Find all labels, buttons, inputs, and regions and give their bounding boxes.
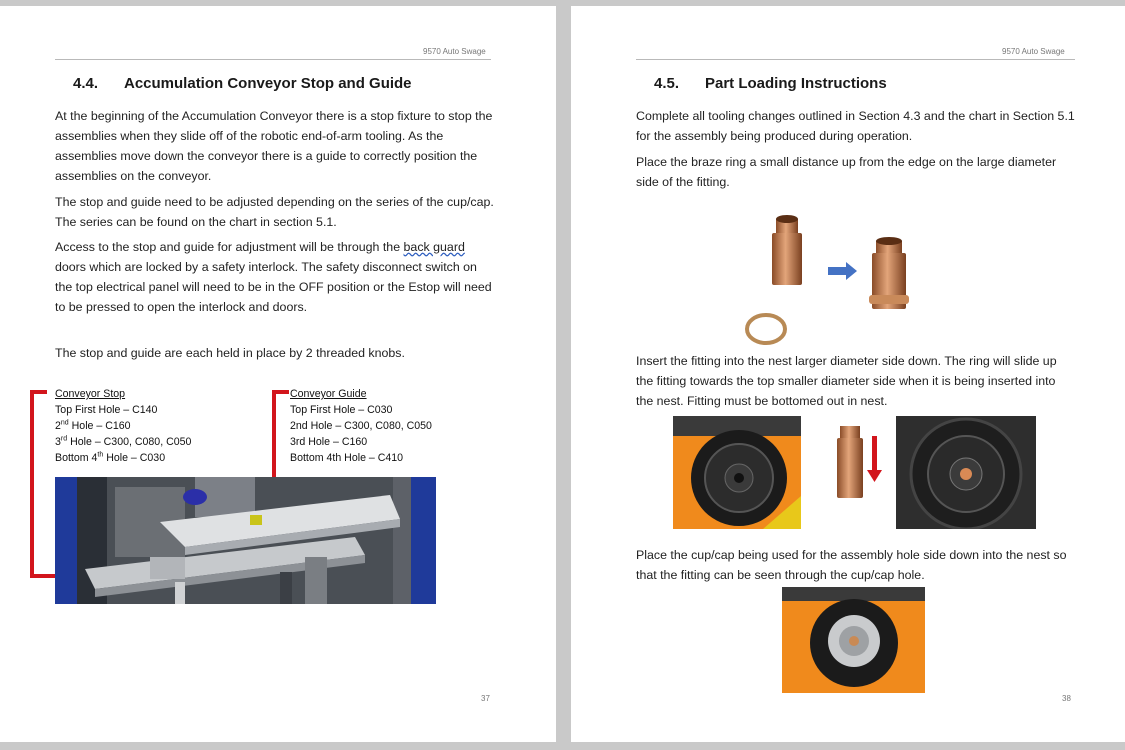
arrow-right-icon [828,262,857,280]
paragraph-tooling: Complete all tooling changes outlined in Section 4.3 and the chart in Section 5.1 for the assembly being produced during operation. [636,109,1075,143]
conveyor-stop-line-4 [55,450,191,466]
fitting-ring-illustration [736,211,946,351]
conveyor-stop-title: Conveyor Stop [55,388,126,400]
paragraph-access-part-b: doors which are locked by a safety interlock. The safety disconnect switch on the top electrical panel will need to be in the OFF position or the Estop will need to be pressed to open the interlock and doors. [55,260,492,314]
paragraph-braze-ring: Place the braze ring a small distance up from the edge on the large diameter side of the fitting. [636,155,1057,189]
page-number: 37 [481,694,490,703]
fitting-icon [772,215,802,285]
conveyor-stop-line-2 [55,418,191,434]
paragraph-cup-cap: Place the cup/cap being used for the assembly hole side down into the nest so that the fitting can be seen through the cup/cap hole. [636,548,1067,582]
hole-values: Hole – C030 [103,452,166,464]
section-heading [654,75,887,92]
right-page [571,6,1125,742]
fitting-down-arrow-illustration [834,426,884,504]
paragraph-access-part-a: Access to the stop and guide for adjustment will be through the [55,240,404,254]
conveyor-guide-line-4: Bottom 4th Hole – C410 [290,452,404,464]
header-rule [636,59,1075,60]
nest-photo-loaded [896,416,1036,529]
ordinal-suffix: rd [60,435,68,443]
fitting-with-ring-icon [869,237,909,309]
conveyor-guide-line-3: 3rd Hole – C160 [290,436,368,448]
arrow-down-icon [867,470,882,482]
conveyor-guide-line-1: Top First Hole – C030 [290,404,393,416]
conveyor-photo [55,477,436,604]
spellcheck-underline: back guard [403,240,465,254]
braze-ring-icon [747,315,785,343]
paragraph-insert: Insert the fitting into the nest larger diameter side down. The ring will slide up the fitting towards the top smaller diameter side when it is being inserted into the nest. Fitting must be bottomed out in nest. [636,354,1057,408]
hole-values: Hole – C160 [68,420,131,432]
conveyor-guide-list [290,386,432,466]
section-number: 4.5. [654,75,680,92]
conveyor-stop-line-1: Top First Hole – C140 [55,404,158,416]
header-rule [55,59,491,60]
section-title: Accumulation Conveyor Stop and Guide [124,75,412,92]
ordinal-suffix: th [97,451,104,459]
paragraph-series: The stop and guide need to be adjusted depending on the series of the cup/cap. The series can be found on the chart in section 5.1. [55,195,494,229]
paragraph-access [55,237,495,317]
page-number: 38 [1062,694,1071,703]
ordinal-number: Bottom 4 [55,452,98,464]
section-title: Part Loading Instructions [705,75,887,92]
ordinal-number: 2 [55,420,61,432]
conveyor-guide-line-2: 2nd Hole – C300, C080, C050 [290,420,432,432]
conveyor-stop-line-3 [55,434,191,450]
section-heading [73,75,412,92]
page-header: 9570 Auto Swage [1002,47,1065,56]
ordinal-suffix: nd [60,419,69,427]
hole-values: Hole – C300, C080, C050 [67,436,192,448]
stop-callout-line-vertical [30,390,34,577]
conveyor-stop-list [55,386,191,466]
paragraph-knobs: The stop and guide are each held in place by 2 threaded knobs. [55,346,405,360]
paragraph-stop-fixture: At the beginning of the Accumulation Conveyor there is a stop fixture to stop the assemblies when they slide off of the robotic end-of-arm tooling. As the assemblies move down the conveyor there is a guide to correctly position the assemblies on the conveyor. [55,109,493,183]
cup-in-nest-photo [782,587,925,693]
section-number: 4.4. [73,75,99,92]
conveyor-guide-title: Conveyor Guide [290,388,367,400]
page-header: 9570 Auto Swage [423,47,486,56]
ordinal-number: 3 [55,436,61,448]
left-page [0,6,556,742]
nest-photo-empty [673,416,801,529]
